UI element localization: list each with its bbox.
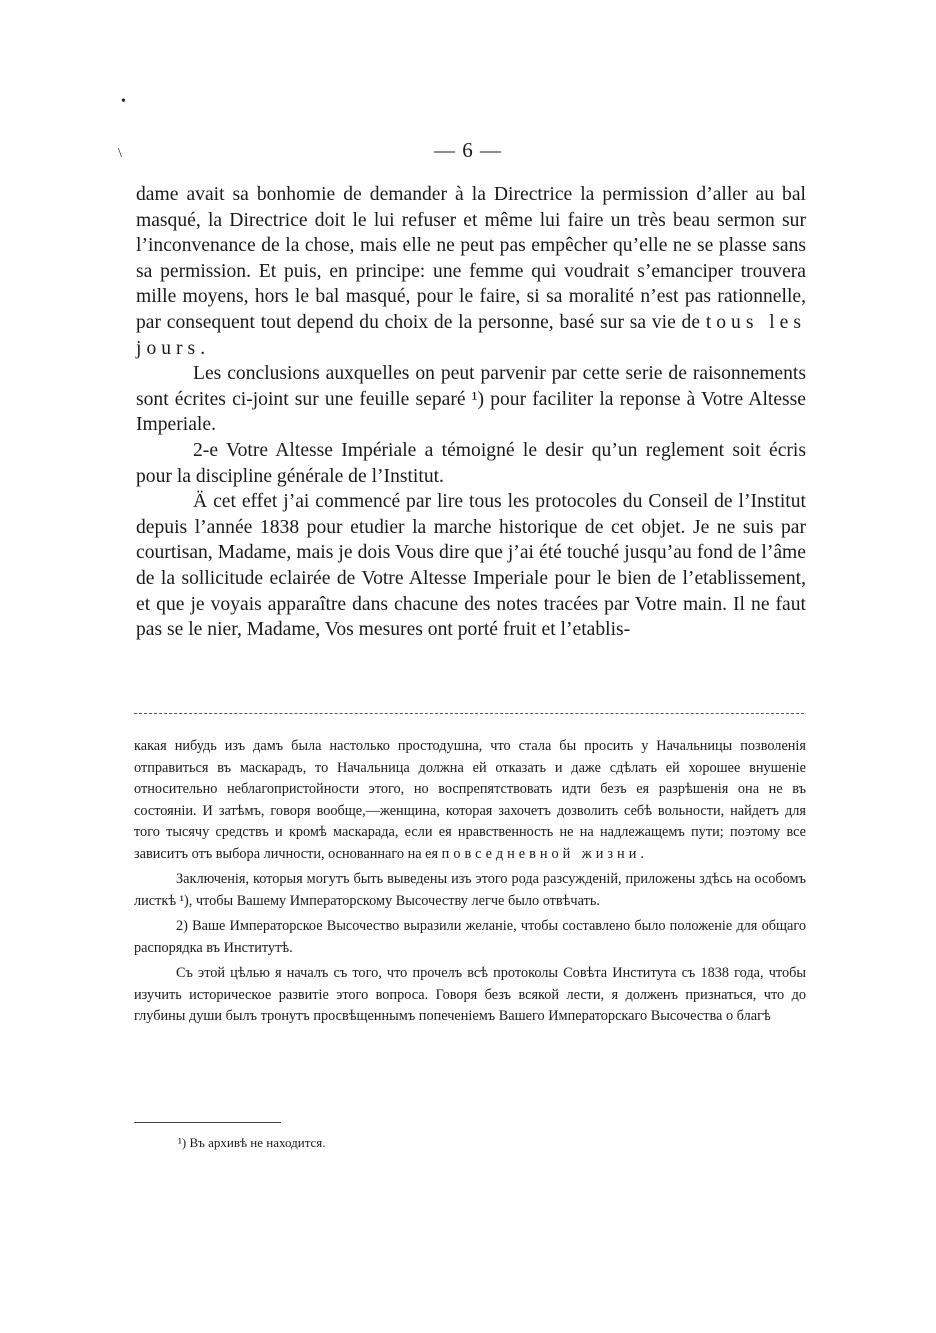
russian-paragraph-3: 2) Ваше Императорское Высочество выразили желаніе, чтобы составлено было положеніе для общаго распорядка въ Институтѣ. bbox=[134, 918, 806, 956]
margin-tick-mark: \ bbox=[118, 146, 122, 161]
russian-paragraph-2: Заключенія, которыя могутъ быть выведены изъ этого рода разсужденій, приложены здѣсь на особомъ листкѣ ¹), чтобы Вашему Императорскому Высочеству легче было отвѣчать. bbox=[134, 871, 806, 909]
french-paragraph-4: Ä cet effet j’ai commencé par lire tous les protocoles du Conseil de l’Institut depuis l’année 1838 pour etudier la marche historique de cet objet. Je ne suis par courtisan, Madame, mais je dois Vous dire que j’ai été touché jusqu’au fond de l’âme de la sollicitude eclairée de Votre Altesse Imperiale pour le bien de l’etablissement, et que je voyais apparaître dans chacune des notes tracées par Votre main. Il ne faut pas se le nier, Madame, Vos mesures ont porté fruit et l’etablis- bbox=[136, 491, 806, 641]
footnote-rule bbox=[134, 1122, 281, 1123]
french-paragraph-1-text: dame avait sa bonhomie de demander à la Directrice la permission d’aller au bal masqué, la Directrice doit le lui refuser et même lui faire un très beau sermon sur l’inconvenance de la chose, mais elle ne peut pas empêcher qu’elle ne se plasse sans sa permission. Et puis, en principe: une femme qui voudrait s’emanciper trouvera mille moyens, hors le bal masqué, pour le faire, si sa moralité n’est pas rationnelle, par consequent tout depend du choix de la personne, basé sur sa vie de bbox=[136, 184, 806, 333]
margin-dot-mark: • bbox=[121, 94, 126, 109]
footnote: ¹) Въ архивѣ не находится. bbox=[178, 1135, 326, 1150]
french-paragraph-2: Les conclusions auxquelles on peut parvenir par cette serie de raisonnements sont écrites ci-joint sur une feuille separé ¹) pour faciliter la reponse à Votre Altesse Imperiale. bbox=[136, 363, 806, 436]
russian-paragraph-1-text: какая нибудь изъ дамъ была настолько простодушна, что стала бы просить у Начальницы позволенія отправиться въ маскарадъ, то Начальница должна ей отказать и даже сдѣлать ей хорошее внушеніе относительно неблагопристойности этого, но воспрепятствовать идти безъ ея разрѣшенія она не въ состояніи. И затѣмъ, говоря вообще,—женщина, которая захочетъ дозволить себѣ вольности, найдетъ для того тысячу средствъ и кромѣ маскарада, если ея нравственность не на надлежащемъ пути; поэтому все зависитъ отъ выбора личности, основаннаго на ея bbox=[134, 738, 806, 862]
page-number: — 6 — bbox=[434, 138, 502, 162]
french-text-block bbox=[136, 182, 806, 643]
russian-paragraph-1-emphasis: повседневной жизни. bbox=[441, 845, 648, 862]
russian-paragraph-1 bbox=[134, 736, 806, 865]
french-paragraph-1-emphasis: tous les jours. bbox=[136, 311, 807, 359]
translation-separator bbox=[134, 713, 804, 714]
french-paragraph-3: 2-e Votre Altesse Impériale a témoigné le desir qu’un reglement soit écris pour la discipline générale de l’Institut. bbox=[136, 439, 806, 487]
russian-translation-block bbox=[134, 736, 806, 1032]
russian-paragraph-4: Съ этой цѣлью я началъ съ того, что прочелъ всѣ протоколы Совѣта Института съ 1838 года, чтобы изучить историческое развитіе этого вопроса. Говоря безъ всякой лести, я долженъ признаться, что до глубины души былъ тронутъ просвѣщеннымъ попеченіемъ Вашего Императорскаго Высочества о благѣ bbox=[134, 965, 806, 1024]
french-paragraph-1 bbox=[136, 182, 806, 361]
